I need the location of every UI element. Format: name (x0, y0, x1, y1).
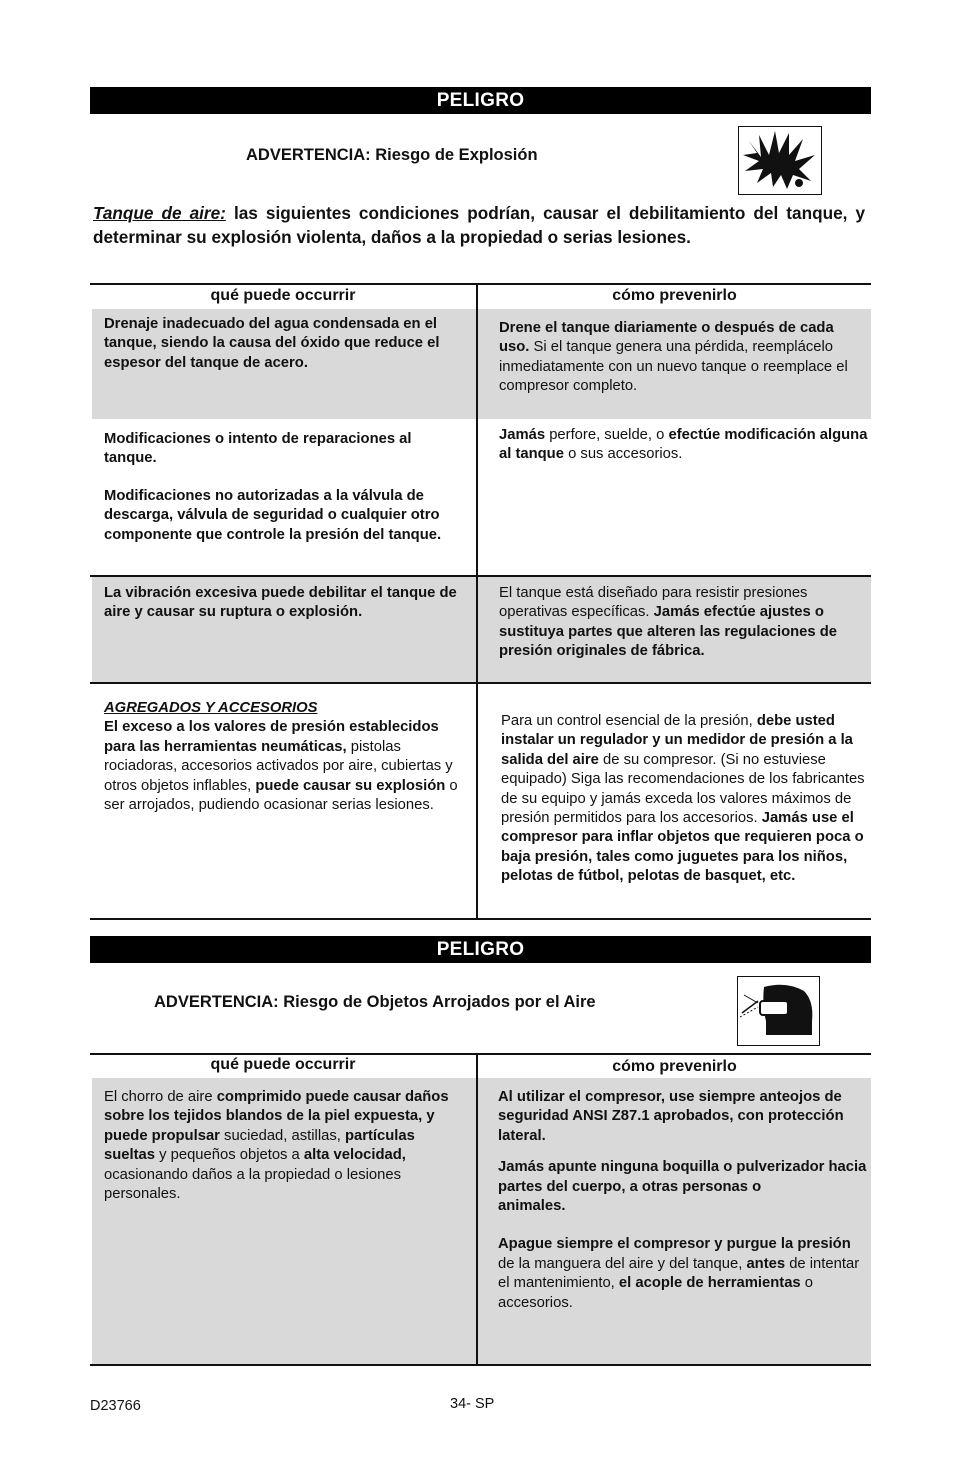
row4-prev-t1: Para un control esencial de la presión, (501, 713, 757, 729)
row4-risk (104, 699, 466, 815)
row3-prevention (499, 584, 869, 662)
row4-prev-b1: debe usted instalar un regulador y un medidor de presión a la salida del aire (501, 713, 853, 768)
table1-bottom-rule (90, 918, 871, 920)
row4-prev-b2: Jamás use el compresor para inflar objetos que requieren poca o baja presión, tales como juguetes para los niños, pelotas de fútbol, pelotas de basquet, etc. (501, 810, 864, 885)
air-prev-p2b: animales. (498, 1198, 566, 1215)
table1-top-rule (90, 283, 871, 285)
air-risk-t3: y pequeños objetos a (155, 1147, 304, 1164)
explosion-icon (738, 126, 822, 195)
col-header-how-prevent: cómo prevenirlo (612, 1058, 737, 1075)
row1-prevention-text: Si el tanque genera una pérdida, reemplácelo inmediatamente con un nuevo tanque o reemplace el compresor completo. (499, 339, 848, 395)
accessories-subheading: AGREGADOS Y ACCESORIOS (104, 700, 318, 716)
air-prev-p3-t2: de intentar el mantenimiento, (498, 1255, 860, 1292)
table-row (92, 577, 476, 682)
table2-bottom-rule (90, 1364, 871, 1366)
row3-risk: La vibración excesiva puede debilitar el tanque de aire y causar su ruptura o explosión. (104, 585, 457, 621)
row2-prev-b1: Jamás (499, 427, 546, 443)
air-prev-p1: Al utilizar el compresor, use siempre anteojos de seguridad ANSI Z87.1 aprobados, con protección lateral. (498, 1089, 844, 1144)
row1-prevention-bold: Drene el tanque diariamente o después de cada uso. (499, 320, 834, 356)
table-row (92, 309, 476, 419)
air-risk-t4: ocasionando daños a la propiedad o lesiones personales. (104, 1166, 401, 1203)
intro-paragraph (93, 201, 865, 249)
row4-risk-b2: puede causar su explosión (255, 777, 446, 794)
airborne-risk (104, 1088, 466, 1204)
air-risk-b2: partículas sueltas (104, 1127, 415, 1164)
row2-prev-t1: perfore, suelde, o (545, 427, 669, 443)
air-risk-b3: alta velocidad, (303, 1147, 406, 1164)
table-row (478, 1078, 871, 1364)
safety-goggles-icon (737, 976, 820, 1046)
row2-risk (104, 430, 464, 545)
table-row (92, 419, 476, 576)
row4-prev-t2: de su compresor. (Si no estuviese equipado) Siga las recomendaciones de los fabricantes de su equipo y jamás exceda los valores máximos de presión permitidos para los accesorios. (501, 751, 865, 827)
col-header-what-happens: qué puede occurrir (210, 287, 356, 304)
document-number: D23766 (90, 1398, 141, 1414)
air-risk-t2: suciedad, astillas, (219, 1127, 345, 1144)
col-header-how-prevent: cómo prevenirlo (612, 287, 737, 304)
row4-risk-t2: o ser arrojados, pudiendo ocasionar serias lesiones. (104, 777, 458, 814)
table-row (92, 1078, 476, 1364)
intro-lead: Tanque de aire: (93, 203, 226, 223)
explosion-warning-title: ADVERTENCIA: Riesgo de Explosión (246, 146, 538, 164)
danger-banner: PELIGRO (90, 87, 871, 114)
row2-risk-p2: Modificaciones no autorizadas a la válvula de descarga, válvula de seguridad o cualquier otro componente que controle la presión del tanque. (104, 487, 442, 543)
row4-risk-t1: pistolas rociadoras, accesorios activados por aire, cubiertas y otros objetos inflables, (104, 738, 453, 794)
row2-risk-p1: Modificaciones o intento de reparaciones al tanque. (104, 431, 412, 467)
table-row (478, 577, 871, 682)
col-header-what-happens: qué puede occurrir (210, 1056, 356, 1073)
air-prev-p3-b3: el acople de herramientas (618, 1275, 801, 1292)
table-row (92, 684, 476, 918)
row2-prevention (499, 426, 869, 465)
row1-prevention (499, 319, 864, 397)
row2-prev-t2: o sus accesorios. (563, 446, 683, 463)
row1-risk: Drenaje inadecuado del agua condensada en el tanque, siendo la causa del óxido que reduce el espesor del tanque de acero. (104, 316, 440, 371)
air-risk-t1: El chorro de aire (104, 1089, 217, 1105)
table-row (478, 684, 871, 918)
row2-prev-b2: efectúe modificación alguna al tanque (499, 427, 868, 463)
danger-banner: PELIGRO (90, 936, 871, 963)
airborne-objects-warning-title: ADVERTENCIA: Riesgo de Objetos Arrojados por el Aire (154, 993, 596, 1011)
table2-top-rule (90, 1053, 871, 1055)
row4-risk-b1: El exceso a los valores de presión establecidos para las herramientas neumáticas, (104, 719, 439, 755)
air-prev-p3-t3: o accesorios. (498, 1275, 814, 1311)
air-prev-p3-t1: de la manguera del aire y del tanque, (498, 1255, 747, 1272)
air-prev-p3-b1: Apague siempre el compresor y purgue la presión (498, 1236, 851, 1253)
row4-prevention (501, 712, 869, 887)
air-risk-b1: comprimido puede causar daños sobre los tejidos blandos de la piel expuesta, y puede propulsar (104, 1089, 449, 1144)
air-prev-p3-b2: antes (746, 1255, 786, 1272)
intro-text: las siguientes condiciones podrían, causar el debilitamiento del tanque, y determinar su explosión violenta, daños a la propiedad o serias lesiones. (93, 203, 866, 247)
table-row (478, 309, 871, 419)
row3-prev-t1: El tanque está diseñado para resistir presiones operativas específicas. (499, 585, 808, 621)
air-prev-p2a: Jamás apunte ninguna boquilla o pulverizador hacia partes del cuerpo, a otras personas o (498, 1159, 867, 1195)
row3-prev-b1: Jamás efectúe ajustes o sustituya partes que alteren las regulaciones de presión originales de fábrica. (499, 604, 837, 660)
page-number: 34- SP (450, 1396, 495, 1412)
table-row (478, 419, 871, 576)
airborne-prevention (498, 1088, 868, 1313)
